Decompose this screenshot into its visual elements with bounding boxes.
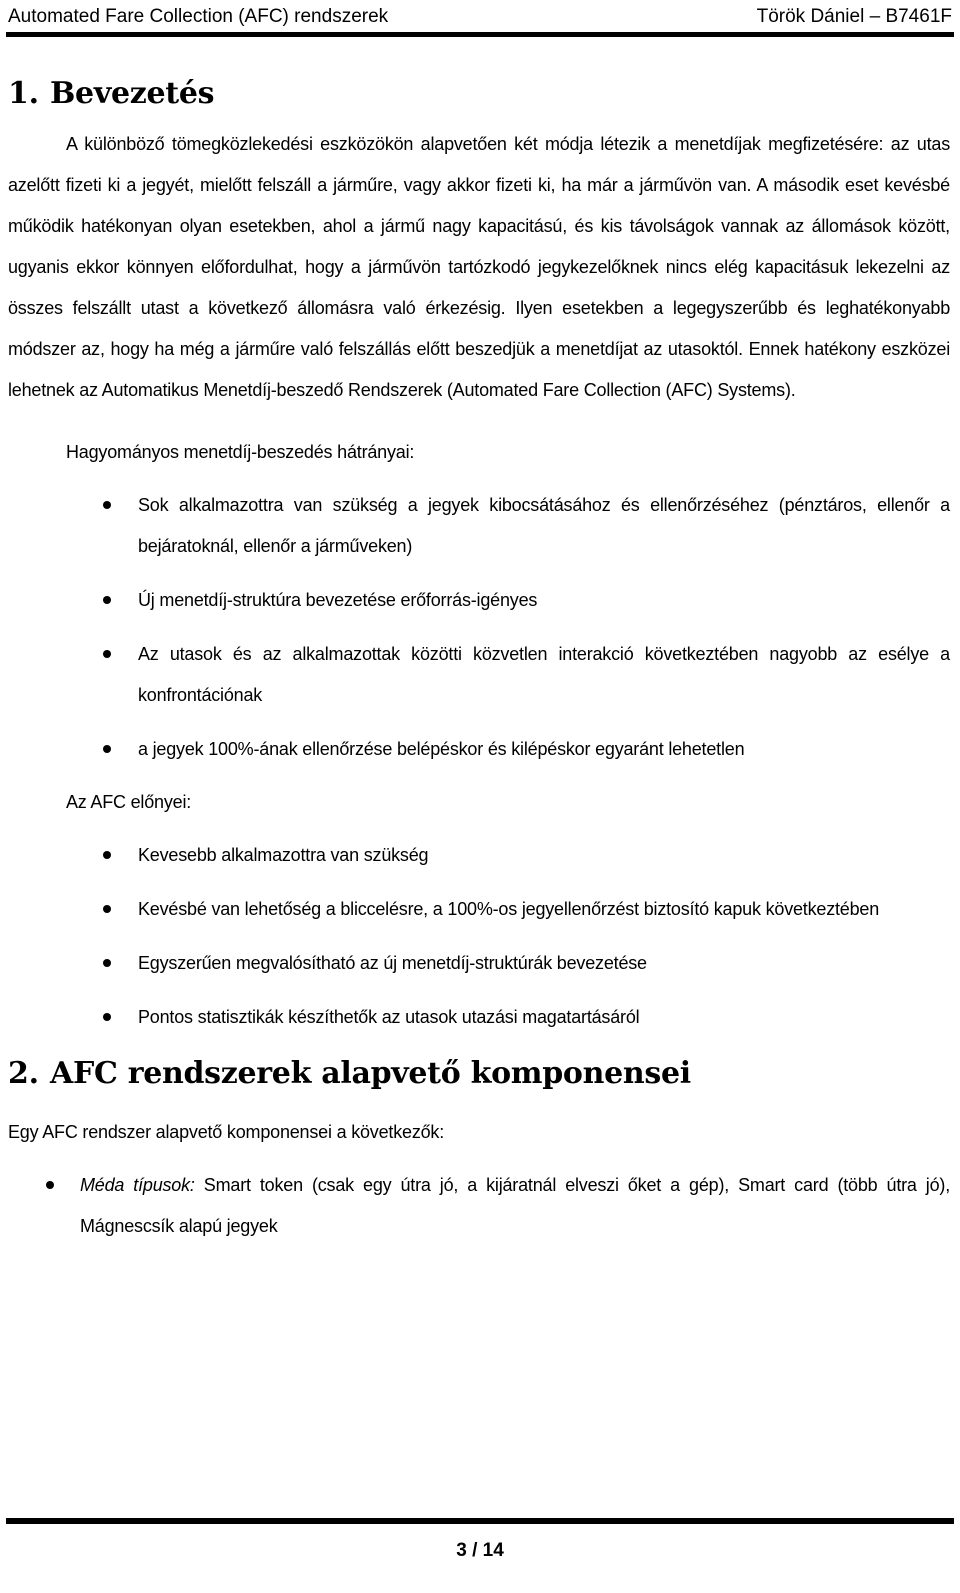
advantages-title: Az AFC előnyei: bbox=[66, 792, 192, 812]
section-2-number: 2. bbox=[8, 1056, 39, 1091]
header-author: Török Dániel – B7461F bbox=[756, 6, 952, 27]
footer-rule bbox=[6, 1518, 954, 1524]
components-list bbox=[8, 1165, 950, 1247]
list-item: Egyszerűen megvalósítható az új menetdíj-struktúrák bevezetése bbox=[8, 943, 950, 984]
advantages-list bbox=[8, 835, 950, 1038]
list-item: Az utasok és az alkalmazottak közötti közvetlen interakció következtében nagyobb az esélye a konfrontációnak bbox=[8, 634, 950, 716]
bullet-icon bbox=[103, 745, 111, 753]
bullet-icon bbox=[103, 851, 111, 859]
component-text: Smart token (csak egy útra jó, a kijáratnál elveszi őket a gép), Smart card (több útra jó), Mágnescsík alapú jegyek bbox=[80, 1175, 951, 1236]
list-item: Új menetdíj-struktúra bevezetése erőforrás-igényes bbox=[8, 580, 950, 621]
components-intro: Egy AFC rendszer alapvető komponensei a következők: bbox=[8, 1122, 445, 1142]
bullet-icon bbox=[103, 1013, 111, 1021]
list-item: Kevesebb alkalmazottra van szükség bbox=[8, 835, 950, 876]
bullet-icon bbox=[46, 1181, 54, 1189]
drawbacks-list bbox=[8, 485, 950, 770]
component-label: Méda típusok: bbox=[80, 1175, 195, 1195]
bullet-icon bbox=[103, 596, 111, 604]
page-header bbox=[8, 0, 952, 28]
page-number: 3 / 14 bbox=[456, 1540, 504, 1561]
list-item: a jegyek 100%-ának ellenőrzése belépéskor és kilépéskor egyaránt lehetetlen bbox=[8, 729, 950, 770]
list-item: Pontos statisztikák készíthetők az utasok utazási magatartásáról bbox=[8, 997, 950, 1038]
list-item bbox=[8, 1165, 950, 1247]
bullet-icon bbox=[103, 650, 111, 658]
intro-paragraph: A különböző tömegközlekedési eszközökön alapvetően két módja létezik a menetdíjak megfizetésére: az utas azelőtt fizeti ki a jegyét, mielőtt felszáll a járműre, vagy akkor fizeti ki, ha már a járművön van. A második eset kevésbé működik hatékonyan olyan esetekben, ahol a jármű nagy kapacitású, és kis távolságok vannak az állomások között, ugyanis ekkor könnyen előfordulhat, hogy a járművön tartózkodó jegykezelőknek nincs elég kapacitásuk lekezelni az összes felszállt utast a következő állomásra való érkezésig. Ilyen esetekben a legegyszerűbb és leghatékonyabb módszer az, hogy ha még a járműre való felszállás előtt beszedjük a menetdíjat az utasoktól. Ennek hatékony eszközei lehetnek az Automatikus Menetdíj-beszedő Rendszerek (Automated Fare Collection (AFC) Systems). bbox=[8, 134, 950, 400]
drawbacks-title: Hagyományos menetdíj-beszedés hátrányai: bbox=[66, 442, 415, 462]
bullet-icon bbox=[103, 959, 111, 967]
bullet-icon bbox=[103, 905, 111, 913]
section-1-title: Bevezetés bbox=[50, 76, 215, 111]
list-item: Sok alkalmazottra van szükség a jegyek kibocsátásához és ellenőrzéséhez (pénztáros, ellenőr a bejáratoknál, ellenőr a járműveken) bbox=[8, 485, 950, 567]
section-2-heading bbox=[8, 1052, 950, 1096]
section-1-number: 1. bbox=[8, 76, 39, 111]
section-2-title: AFC rendszerek alapvető komponensei bbox=[50, 1056, 691, 1091]
header-rule bbox=[6, 32, 954, 37]
section-1-heading bbox=[8, 72, 950, 116]
list-item: Kevésbé van lehetőség a bliccelésre, a 100%-os jegyellenőrzést biztosító kapuk következtében bbox=[8, 889, 950, 930]
document-body bbox=[8, 72, 950, 1247]
bullet-icon bbox=[103, 501, 111, 509]
header-title: Automated Fare Collection (AFC) rendszerek bbox=[8, 6, 389, 27]
